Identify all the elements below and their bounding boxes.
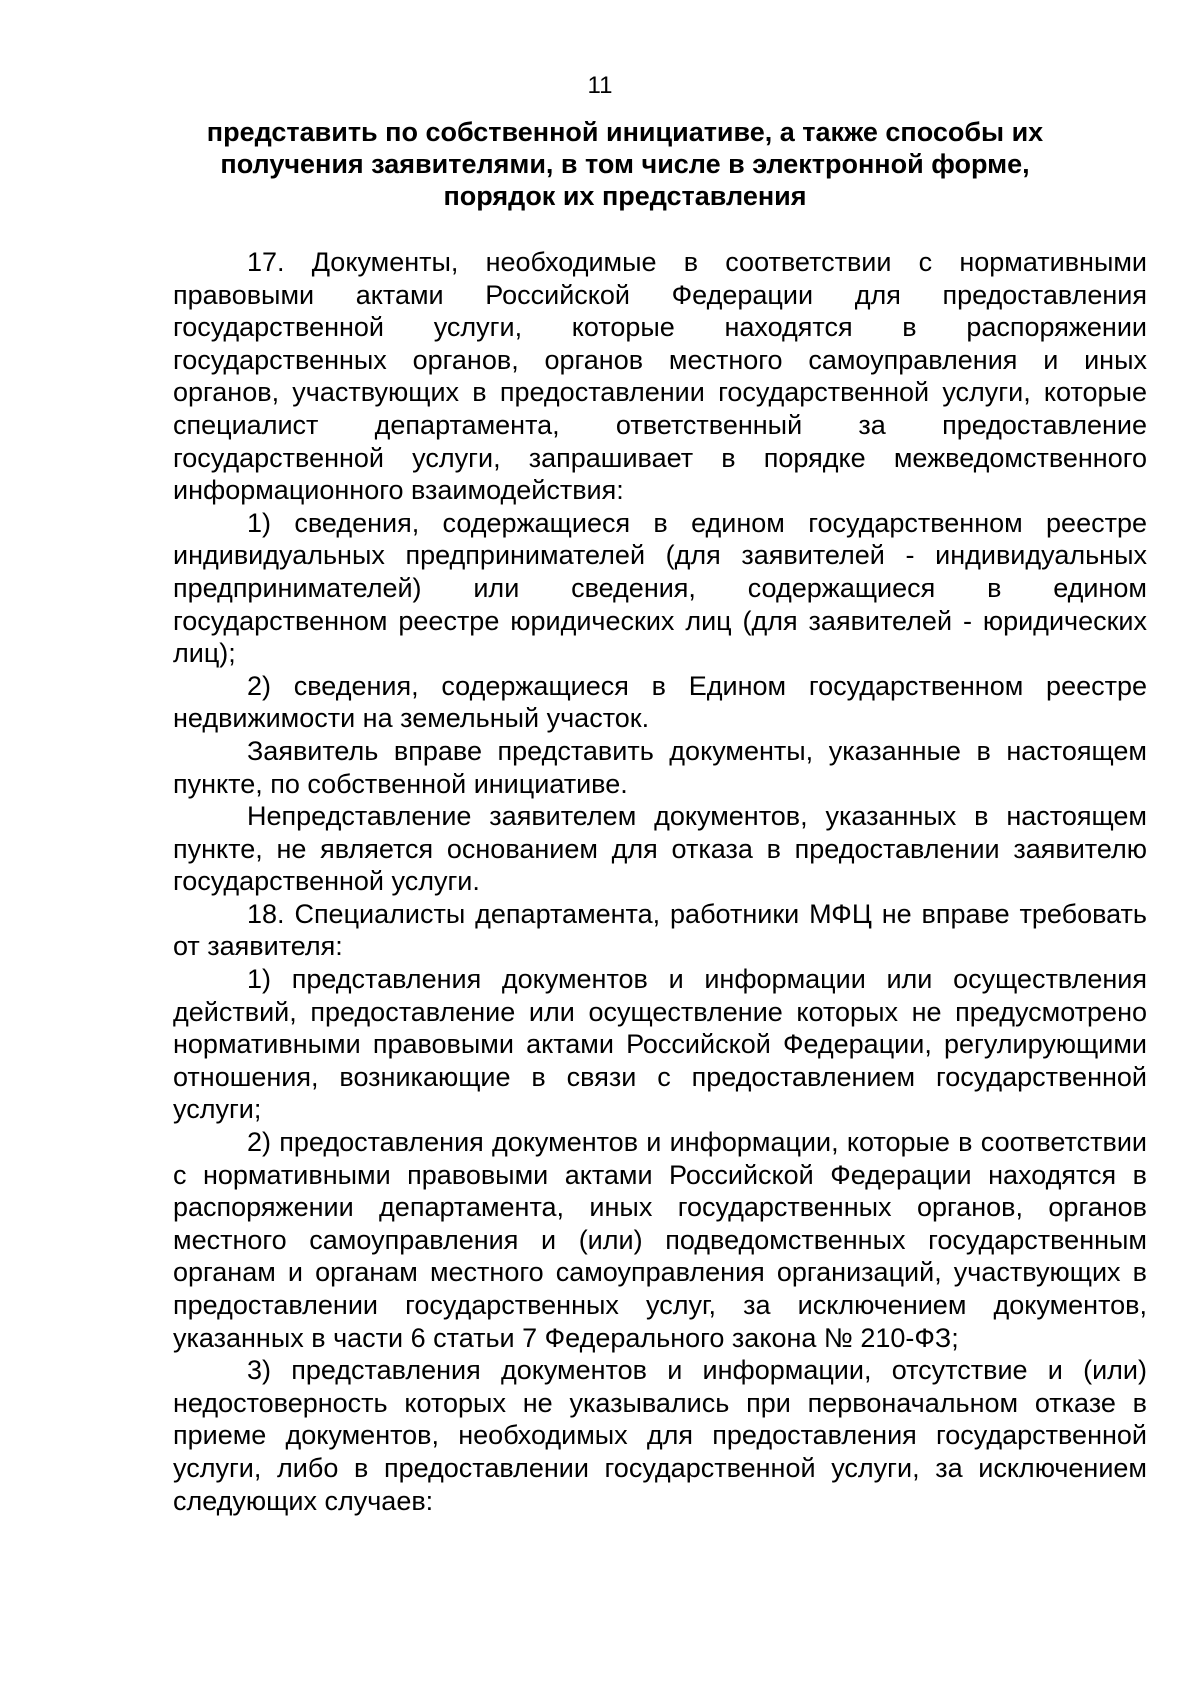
paragraph: 1) сведения, содержащиеся в едином государственном реестре индивидуальных предпринимателей (для заявителей - индивидуальных предпринимателей) или сведения, содержащиеся в едином государственном реестре юридических лиц (для заявителей - юридических лиц); <box>173 507 1147 669</box>
paragraph: 2) сведения, содержащиеся в Едином государственном реестре недвижимости на земельный участок. <box>173 670 1147 734</box>
paragraph: 18. Специалисты департамента, работники МФЦ не вправе требовать от заявителя: <box>173 898 1147 962</box>
section-heading: представить по собственной инициативе, а также способы их получения заявителями, в том числе в электронной форме, порядок их представления <box>206 117 1044 211</box>
paragraph: Заявитель вправе представить документы, указанные в настоящем пункте, по собственной инициативе. <box>173 735 1147 799</box>
paragraph: 1) представления документов и информации или осуществления действий, предоставление или осуществление которых не предусмотрено нормативными правовыми актами Российской Федерации, регулирующими отношения, возникающие в связи с предоставлением государственной услуги; <box>173 964 1147 1125</box>
paragraph: 3) представления документов и информации, отсутствие и (или) недостоверность которых не указывались при первоначальном отказе в приеме документов, необходимых для предоставления государственной услуги, либо в предоставлении государственной услуги, за исключением следующих случаев: <box>173 1355 1147 1516</box>
paragraph: Непредставление заявителем документов, указанных в настоящем пункте, не является основанием для отказа в предоставлении заявителю государственной услуги. <box>173 801 1147 897</box>
page-number: 11 <box>587 72 613 99</box>
paragraph: 2) предоставления документов и информации, которые в соответствии с нормативными правовыми актами Российской Федерации находятся в распоряжении департамента, иных государственных органов, органов местного самоуправления и (или) подведомственных государственным органам и органам местного самоуправления организаций, участвующих в предоставлении государственных услуг, за исключением документов, указанных в части 6 статьи 7 Федерального закона № 210-ФЗ; <box>173 1127 1147 1353</box>
paragraph: 17. Документы, необходимые в соответствии с нормативными правовыми актами Российской Федерации для предоставления государственной услуги, которые находятся в распоряжении государственных органов, органов местного самоуправления и иных органов, участвующих в предоставлении государственной услуги, которые специалист департамента, ответственный за предоставление государственной услуги, запрашивает в порядке межведомственного информационного взаимодействия: <box>173 247 1147 506</box>
body-text <box>173 246 1147 1517</box>
